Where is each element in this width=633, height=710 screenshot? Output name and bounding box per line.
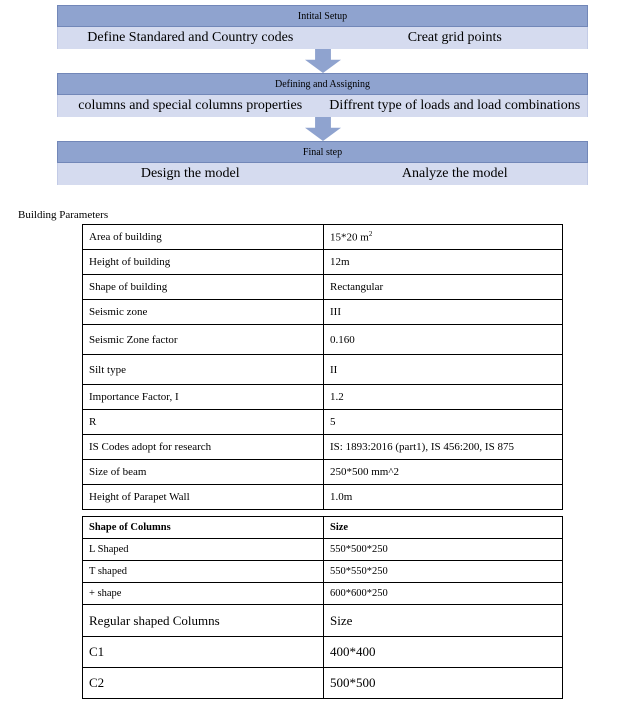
down-arrow-icon (305, 117, 341, 141)
stage-final-step (57, 141, 588, 185)
table-row (83, 250, 563, 275)
column-header-size: Size (324, 517, 563, 539)
param-value: 1.0m (324, 485, 563, 510)
param-value (324, 225, 563, 250)
column-name: C1 (83, 637, 324, 668)
param-label: Seismic Zone factor (83, 325, 324, 355)
table-row (83, 583, 563, 605)
param-value: 1.2 (324, 385, 563, 410)
stage-step-left: Define Standared and Country codes (87, 30, 294, 45)
stage-title: Intital Setup (57, 5, 588, 27)
param-value: II (324, 355, 563, 385)
regular-columns-table (82, 604, 563, 699)
stage-defining-assigning (57, 73, 588, 117)
building-parameters-table (82, 224, 563, 510)
column-header-shape: Regular shaped Columns (83, 605, 324, 637)
table-row (83, 300, 563, 325)
stage-steps (57, 27, 588, 49)
stage-title: Defining and Assigning (57, 73, 588, 95)
section-title: Building Parameters (18, 209, 109, 221)
param-label: Shape of building (83, 275, 324, 300)
column-size: 400*400 (324, 637, 563, 668)
column-shape: + shape (83, 583, 324, 605)
stage-step-left: columns and special columns properties (78, 98, 303, 113)
table-row (83, 668, 563, 699)
table-row (83, 435, 563, 460)
table-row (83, 460, 563, 485)
param-value-superscript: 2 (368, 230, 373, 239)
param-value: 0.160 (324, 325, 563, 355)
param-label: Size of beam (83, 460, 324, 485)
table-row (83, 385, 563, 410)
param-value: 5 (324, 410, 563, 435)
param-value: 12m (324, 250, 563, 275)
column-size: 500*500 (324, 668, 563, 699)
param-value: Rectangular (324, 275, 563, 300)
stage-step-left: Design the model (140, 166, 240, 181)
column-size: 600*600*250 (324, 583, 563, 605)
param-label: Area of building (83, 225, 324, 250)
table-row (83, 637, 563, 668)
param-label: Height of building (83, 250, 324, 275)
param-label: IS Codes adopt for research (83, 435, 324, 460)
column-shape: L Shaped (83, 539, 324, 561)
param-label: Silt type (83, 355, 324, 385)
stage-initial-setup (57, 5, 588, 49)
stage-step-right: Creat grid points (407, 30, 502, 45)
param-label: Height of Parapet Wall (83, 485, 324, 510)
table-row (83, 539, 563, 561)
column-header-shape: Shape of Columns (83, 517, 324, 539)
table-row (83, 325, 563, 355)
param-label: R (83, 410, 324, 435)
column-name: C2 (83, 668, 324, 699)
stage-step-right: Analyze the model (401, 166, 508, 181)
table-row (83, 485, 563, 510)
stage-steps (57, 163, 588, 185)
table-row (83, 225, 563, 250)
stage-steps (57, 95, 588, 117)
param-value: IS: 1893:2016 (part1), IS 456:200, IS 875 (324, 435, 563, 460)
param-value-text: 15*20 m (330, 231, 369, 244)
table-header-row (83, 605, 563, 637)
column-header-size: Size (324, 605, 563, 637)
param-label: Seismic zone (83, 300, 324, 325)
table-row (83, 561, 563, 583)
table-row (83, 275, 563, 300)
special-columns-table (82, 516, 563, 605)
table-header-row (83, 517, 563, 539)
table-row (83, 355, 563, 385)
stage-title: Final step (57, 141, 588, 163)
column-size: 550*550*250 (324, 561, 563, 583)
column-size: 550*500*250 (324, 539, 563, 561)
param-value: 250*500 mm^2 (324, 460, 563, 485)
stage-step-right: Diffrent type of loads and load combinations (329, 98, 581, 113)
table-row (83, 410, 563, 435)
down-arrow-icon (305, 49, 341, 73)
column-shape: T shaped (83, 561, 324, 583)
param-label: Importance Factor, I (83, 385, 324, 410)
param-value: III (324, 300, 563, 325)
